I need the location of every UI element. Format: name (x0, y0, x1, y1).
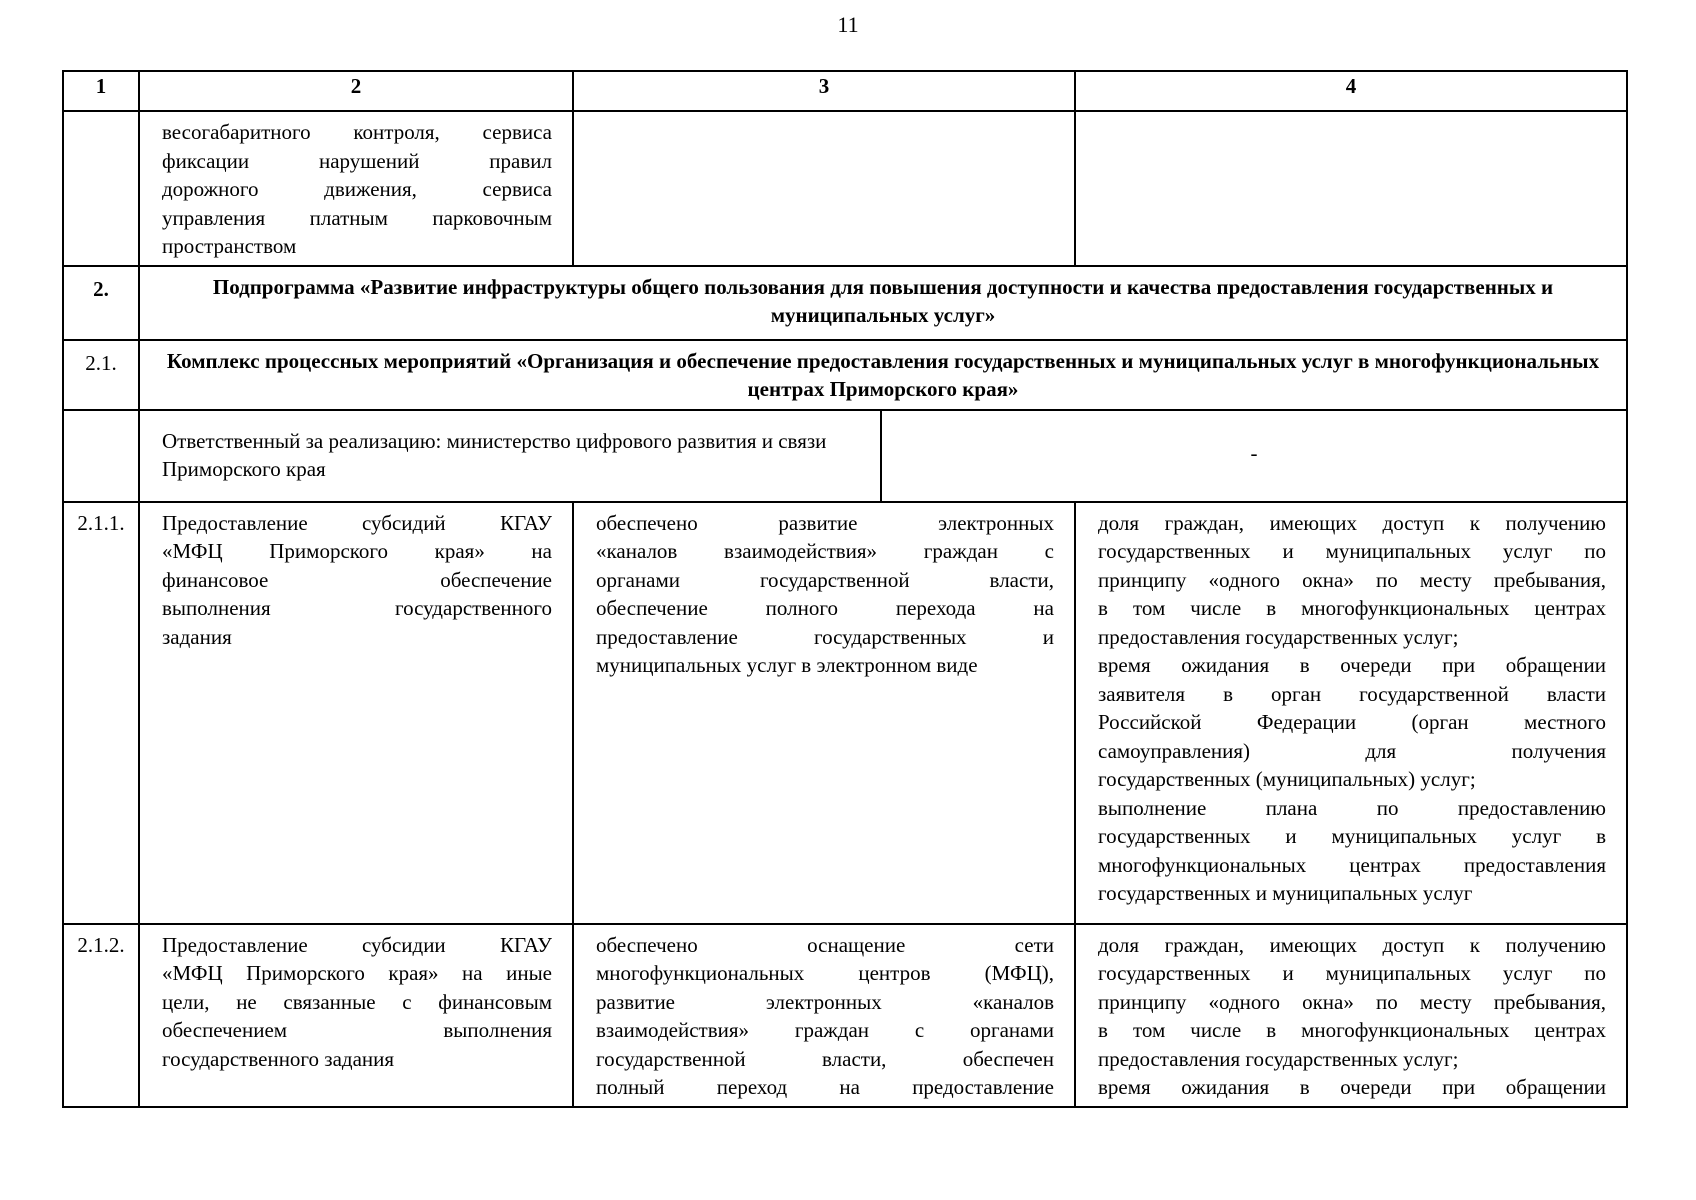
section-number: 2.1. (63, 340, 139, 410)
row211-col4: доля граждан, имеющих доступ к получению государственных и муниципальных услуг по принципу «одного окна» по месту пребывания, в том числе в многофункциональных центрах предоставления государственных услуг; время ожидания в очереди при обращении заявителя в орган государственной власти Российской Федерации (орган местного самоуправления) для получения государственных (муниципальных) услуг; выполнение плана по предоставлению государственных и муниципальных услуг в многофункциональных центрах предоставления государственных и муниципальных услуг (1075, 502, 1627, 924)
row212-col4: доля граждан, имеющих доступ к получению государственных и муниципальных услуг по принципу «одного окна» по месту пребывания, в том числе в многофункциональных центрах предоставления государственных услуг; время ожидания в очереди при обращении (1075, 924, 1627, 1107)
row-number-cell: 2.1.2. (63, 924, 139, 1107)
section-row-2 (63, 266, 1627, 340)
continuation-col2: весогабаритного контроля, сервиса фиксации нарушений правил дорожного движения, сервиса управления платным парковочным пространством (139, 111, 573, 266)
table-row-2-1-2 (63, 924, 1627, 1107)
continuation-col4 (1075, 111, 1627, 266)
header-cell-4: 4 (1075, 71, 1627, 111)
responsible-dash: - (1250, 440, 1258, 465)
row212-col3: обеспечено оснащение сети многофункциональных центров (МФЦ), развитие электронных «каналов взаимодействия» граждан с органами государственной власти, обеспечен полный переход на предоставление (573, 924, 1075, 1107)
row211-col2: Предоставление субсидий КГАУ «МФЦ Приморского края» на финансовое обеспечение выполнения государственного задания (139, 502, 573, 924)
continuation-col3 (573, 111, 1075, 266)
row-number-cell (63, 410, 139, 502)
responsible-row (63, 410, 1627, 502)
responsible-text: Ответственный за реализацию: министерство цифрового развития и связи Приморского края (140, 411, 882, 501)
responsible-cell (139, 410, 1627, 502)
section-title: Подпрограмма «Развитие инфраструктуры общего пользования для повышения доступности и качества предоставления государственных и муниципальных услуг» (139, 266, 1627, 340)
header-cell-2: 2 (139, 71, 573, 111)
row212-col2: Предоставление субсидии КГАУ «МФЦ Приморского края» на иные цели, не связанные с финансовым обеспечением выполнения государственного задания (139, 924, 573, 1107)
table-row-2-1-1 (63, 502, 1627, 924)
table-header-row (63, 71, 1627, 111)
section-number: 2. (63, 266, 139, 340)
row-number-cell: 2.1.1. (63, 502, 139, 924)
program-table (62, 70, 1628, 1108)
header-cell-3: 3 (573, 71, 1075, 111)
row211-col3: обеспечено развитие электронных «каналов взаимодействия» граждан с органами государственной власти, обеспечение полного перехода на предоставление государственных и муниципальных услуг в электронном виде (573, 502, 1075, 924)
page-number: 11 (837, 12, 859, 37)
section-title: Комплекс процессных мероприятий «Организация и обеспечение предоставления государственных и муниципальных услуг в многофункциональных центрах Приморского края» (139, 340, 1627, 410)
table-row-continuation (63, 111, 1627, 266)
header-cell-1: 1 (63, 71, 139, 111)
row-number-cell (63, 111, 139, 266)
section-row-2-1 (63, 340, 1627, 410)
